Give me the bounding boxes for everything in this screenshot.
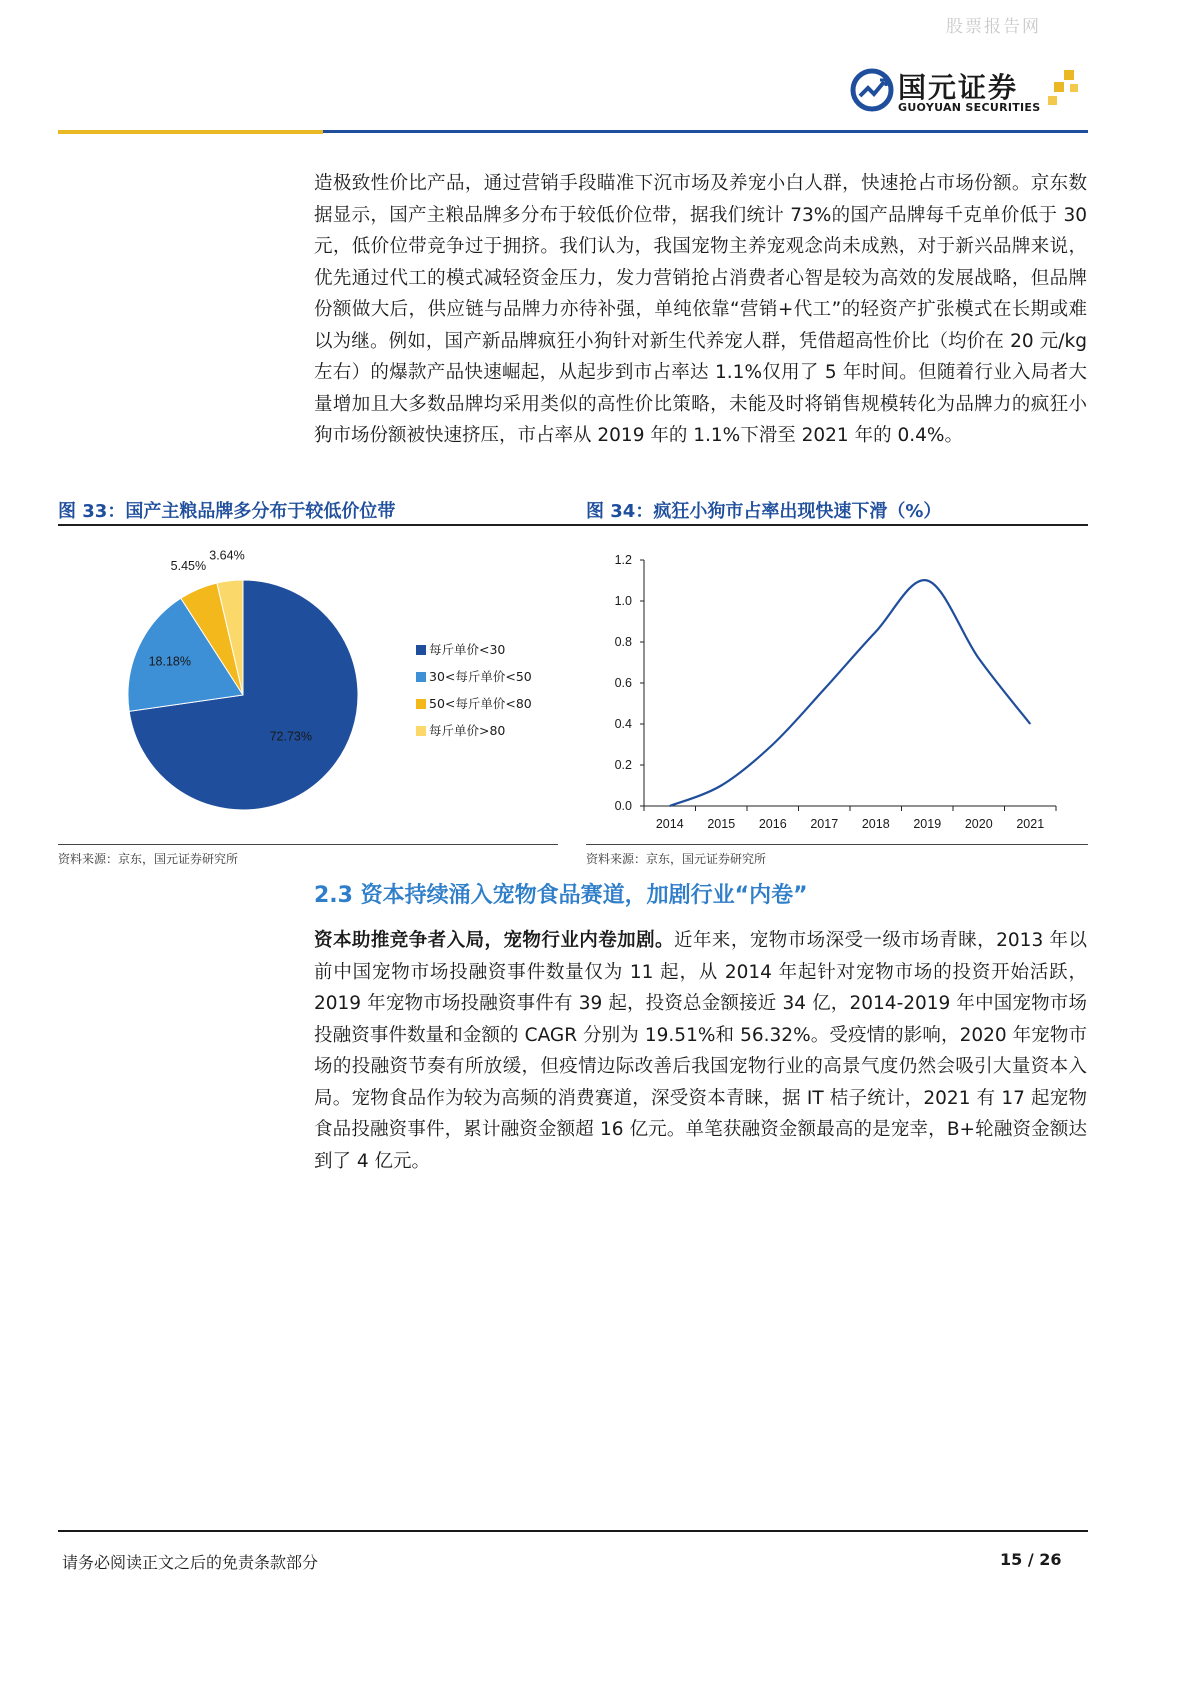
legend-item-2 xyxy=(416,694,532,712)
legend-swatch-2 xyxy=(416,699,426,709)
company-logo xyxy=(850,64,1090,122)
pie-value-label-1: 18.18% xyxy=(148,654,191,669)
footer-rule xyxy=(58,1530,1088,1532)
figure-33-bottom-rule xyxy=(58,844,558,845)
figure-34-source: 资料来源：京东，国元证券研究所 xyxy=(586,852,767,866)
y-tick-label: 1.0 xyxy=(614,594,632,608)
pie-value-label-2: 5.45% xyxy=(170,558,207,573)
legend-label-1: 30<每斤单价<50 xyxy=(429,669,532,684)
section-body: 近年来，宠物市场深受一级市场青睐，2013 年以前中国宠物市场投融资事件数量仅为 11 起，从 2014 年起针对宠物市场的投资开始活跃，2019 年宠物市场投融资事件有 39 起，投资总金额接近 34 亿，2014-2019 年中国宠物市场投融资事件数量和金额的 CAGR 分别为 19.51%和 56.32%。受疫情的影响，2020 年宠物市场的投融资节奏有所放缓，但疫情边际改善后我国宠物行业的高景气度仍然会吸引大量资本入局。宠物食品作为较为高频的消费赛道，深受资本青睐，据 IT 桔子统计，2021 有 17 起宠物食品投融资事件，累计融资金额超 16 亿元。单笔获融资金额最高的是宠幸，B+轮融资金额达到了 4 亿元。 xyxy=(314,930,1087,1172)
y-tick-label: 0.2 xyxy=(614,758,632,772)
section-lead: 资本助推竞争者入局，宠物行业内卷加剧。 xyxy=(314,930,675,951)
legend-label-0: 每斤单价<30 xyxy=(429,642,506,657)
x-tick-label: 2017 xyxy=(810,817,839,831)
section-paragraph xyxy=(314,925,1087,1177)
legend-item-0 xyxy=(416,640,505,658)
figure-33-source: 资料来源：京东，国元证券研究所 xyxy=(58,852,239,866)
section-title: 2.3 资本持续涌入宠物食品赛道，加剧行业“内卷” xyxy=(314,883,808,908)
legend-item-3 xyxy=(416,721,505,739)
header-rule-gold xyxy=(58,130,323,134)
logo-english-name: GUOYUAN SECURITIES xyxy=(898,101,1041,114)
y-tick-label: 0.4 xyxy=(614,717,632,731)
pie-legend xyxy=(416,640,576,750)
figure-34-line-chart xyxy=(586,540,1086,840)
page-number: 15 / 26 xyxy=(1000,1550,1062,1569)
y-tick-label: 0.8 xyxy=(614,635,632,649)
figure-33-title: 图 33：国产主粮品牌多分布于较低价位带 xyxy=(58,501,396,522)
x-tick-label: 2019 xyxy=(913,817,942,831)
footer-disclaimer: 请务必阅读正文之后的免责条款部分 xyxy=(62,1553,319,1572)
pie-value-label-0: 72.73% xyxy=(269,729,313,744)
x-tick-label: 2020 xyxy=(964,817,993,831)
x-tick-label: 2021 xyxy=(1016,817,1045,831)
logo-chinese-name: 国元证券 xyxy=(898,71,1019,104)
legend-swatch-3 xyxy=(416,726,426,736)
figure-34-bottom-rule xyxy=(586,844,1088,845)
legend-swatch-1 xyxy=(416,672,426,682)
x-tick-label: 2016 xyxy=(758,817,787,831)
figure-top-rule xyxy=(58,524,1088,526)
x-tick-label: 2018 xyxy=(861,817,890,831)
legend-swatch-0 xyxy=(416,645,426,655)
legend-item-1 xyxy=(416,667,532,685)
logo-squares-icon xyxy=(1042,70,1082,114)
y-tick-label: 0.6 xyxy=(614,676,632,690)
y-tick-label: 1.2 xyxy=(614,553,632,567)
logo-emblem-icon xyxy=(850,68,894,112)
x-tick-label: 2014 xyxy=(655,817,684,831)
pie-value-label-3: 3.64% xyxy=(209,548,245,563)
intro-paragraph: 造极致性价比产品，通过营销手段瞄准下沉市场及养宠小白人群，快速抢占市场份额。京东数据显示，国产主粮品牌多分布于较低价位带，据我们统计 73%的国产品牌每千克单价低于 30 元，低价位带竞争过于拥挤。我们认为，我国宠物主养宠观念尚未成熟，对于新兴品牌来说，优先通过代工的模式减轻资金压力，发力营销抢占消费者心智是较为高效的发展战略，但品牌份额做大后，供应链与品牌力亦待补强，单纯依靠“营销+代工”的轻资产扩张模式在长期或难以为继。例如，国产新品牌疯狂小狗针对新生代养宠人群，凭借超高性价比（均价在 20 元/kg 左右）的爆款产品快速崛起，从起步到市占率达 1.1%仅用了 5 年时间。但随着行业入局者大量增加且大多数品牌均采用类似的高性价比策略，未能及时将销售规模转化为品牌力的疯狂小狗市场份额被快速挤压，市占率从 2019 年的 1.1%下滑至 2021 年的 0.4%。 xyxy=(314,173,1087,446)
series-line xyxy=(670,580,1031,806)
y-tick-label: 0.0 xyxy=(614,799,632,813)
legend-label-3: 每斤单价>80 xyxy=(429,723,506,738)
header-rule-blue xyxy=(323,130,1088,133)
figure-34-title: 图 34：疯狂小狗市占率出现快速下滑（%） xyxy=(586,501,942,522)
legend-label-2: 50<每斤单价<80 xyxy=(429,696,532,711)
x-tick-label: 2015 xyxy=(707,817,736,831)
watermark-text: 股票报告网 xyxy=(946,17,1041,37)
